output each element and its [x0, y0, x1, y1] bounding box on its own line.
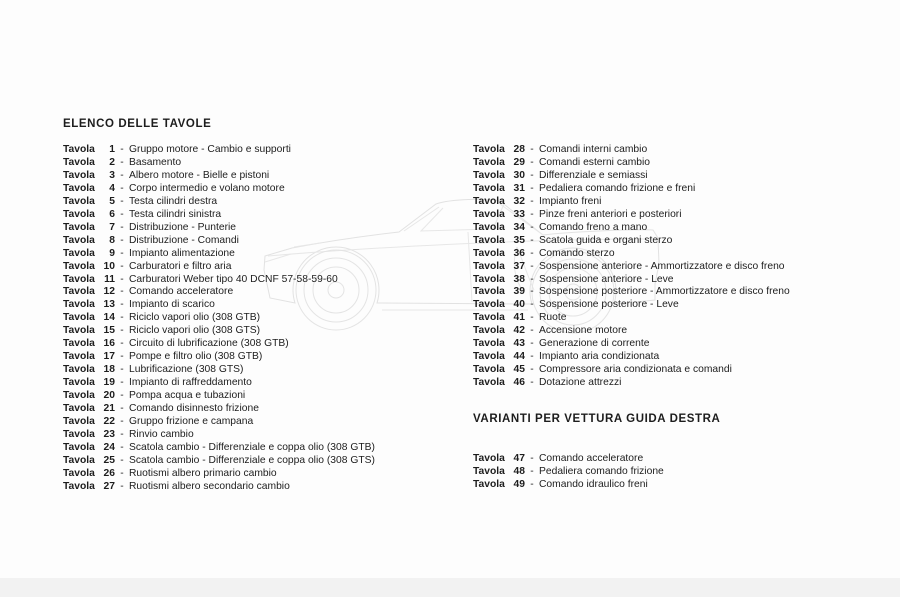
- tavola-number: 11: [104, 273, 115, 285]
- tavola-number: 24: [103, 441, 115, 453]
- tavola-number: 41: [513, 312, 525, 324]
- tavola-label: Tavola: [63, 156, 95, 168]
- tavola-label: Tavola: [63, 208, 95, 220]
- toc-row: [63, 442, 465, 455]
- toc-row: [63, 274, 465, 287]
- tavola-number: 16: [103, 338, 115, 350]
- tavola-label: Tavola: [473, 273, 505, 285]
- dash-separator: -: [530, 182, 534, 194]
- tavola-label: Tavola: [473, 234, 505, 246]
- tavola-number: 18: [103, 364, 115, 376]
- tavola-number: 30: [513, 169, 525, 181]
- scan-edge-shadow: [0, 578, 900, 597]
- toc-row: [63, 183, 465, 196]
- tavola-description: Compressore aria condizionata e comandi: [539, 364, 732, 376]
- tavola-description: Pedaliera comando frizione e freni: [539, 182, 696, 194]
- tavola-number: 38: [513, 273, 525, 285]
- tavola-description: Comando acceleratore: [129, 286, 234, 298]
- toc-row: [473, 196, 898, 209]
- tavola-description: Impianto di scarico: [129, 299, 215, 311]
- tavola-label: Tavola: [473, 156, 505, 168]
- tavola-number: 19: [103, 377, 115, 389]
- tavola-number: 1: [109, 144, 115, 155]
- tavola-description: Rinvio cambio: [129, 428, 194, 440]
- dash-separator: -: [120, 454, 124, 466]
- dash-separator: -: [530, 351, 534, 363]
- toc-column-variants: [473, 453, 898, 492]
- tavola-description: Ruote: [539, 312, 567, 324]
- dash-separator: -: [120, 182, 124, 194]
- tavola-label: Tavola: [63, 325, 95, 337]
- dash-separator: -: [120, 351, 124, 363]
- tavola-number: 47: [513, 453, 525, 464]
- tavola-label: Tavola: [63, 454, 95, 466]
- dash-separator: -: [530, 338, 534, 350]
- tavola-label: Tavola: [63, 467, 95, 479]
- tavola-label: Tavola: [473, 182, 505, 194]
- dash-separator: -: [530, 208, 534, 220]
- tavola-number: 33: [513, 208, 525, 220]
- dash-separator: -: [530, 247, 534, 259]
- dash-separator: -: [530, 156, 534, 168]
- toc-row: [473, 183, 898, 196]
- tavola-number: 17: [103, 351, 115, 363]
- toc-row: [473, 235, 898, 248]
- tavola-number: 23: [103, 428, 115, 440]
- dash-separator: -: [120, 144, 124, 155]
- dash-separator: -: [530, 234, 534, 246]
- tavola-label: Tavola: [473, 325, 505, 337]
- tavola-label: Tavola: [63, 441, 95, 453]
- tavola-number: 39: [513, 286, 525, 298]
- tavola-description: Corpo intermedio e volano motore: [129, 182, 285, 194]
- tavola-description: Pinze freni anteriori e posteriori: [539, 208, 682, 220]
- toc-row: [473, 364, 898, 377]
- tavola-description: Comando idraulico freni: [539, 478, 648, 490]
- dash-separator: -: [530, 364, 534, 376]
- toc-row: [473, 286, 898, 299]
- tavola-label: Tavola: [63, 351, 95, 363]
- tavola-number: 8: [109, 234, 115, 246]
- dash-separator: -: [530, 144, 534, 155]
- page-title: ELENCO DELLE TAVOLE: [63, 118, 212, 130]
- tavola-number: 25: [103, 454, 115, 466]
- tavola-description: Generazione di corrente: [539, 338, 650, 350]
- toc-row: [473, 338, 898, 351]
- dash-separator: -: [120, 195, 124, 207]
- dash-separator: -: [120, 273, 124, 285]
- dash-separator: -: [530, 260, 534, 272]
- tavola-description: Comandi interni cambio: [539, 144, 648, 155]
- tavola-label: Tavola: [473, 247, 505, 259]
- toc-row: [63, 403, 465, 416]
- tavola-description: Testa cilindri destra: [129, 195, 218, 207]
- tavola-number: 35: [513, 234, 525, 246]
- tavola-description: Accensione motore: [539, 325, 628, 337]
- tavola-description: Differenziale e semiassi: [539, 169, 648, 181]
- tavola-number: 48: [513, 465, 525, 477]
- tavola-label: Tavola: [63, 169, 95, 181]
- dash-separator: -: [120, 325, 124, 337]
- tavola-label: Tavola: [473, 221, 505, 233]
- tavola-number: 12: [103, 286, 115, 298]
- tavola-description: Comando sterzo: [539, 247, 615, 259]
- toc-row: [63, 351, 465, 364]
- tavola-number: 29: [513, 156, 525, 168]
- toc-row: [473, 248, 898, 261]
- tavola-label: Tavola: [473, 453, 505, 464]
- toc-row: [63, 144, 465, 157]
- tavola-number: 45: [513, 364, 525, 376]
- toc-row: [63, 299, 465, 312]
- toc-row: [473, 261, 898, 274]
- tavola-description: Ruotismi albero secondario cambio: [129, 480, 290, 492]
- tavola-number: 42: [513, 325, 525, 337]
- tavola-label: Tavola: [473, 286, 505, 298]
- tavola-label: Tavola: [63, 286, 95, 298]
- tavola-description: Riciclo vapori olio (308 GTS): [129, 325, 261, 337]
- dash-separator: -: [530, 286, 534, 298]
- tavola-description: Gruppo motore - Cambio e supporti: [129, 144, 291, 155]
- dash-separator: -: [120, 480, 124, 492]
- toc-row: [473, 157, 898, 170]
- dash-separator: -: [530, 312, 534, 324]
- tavola-description: Pompa acqua e tubazioni: [129, 390, 246, 402]
- tavola-description: Dotazione attrezzi: [539, 377, 622, 389]
- tavola-description: Carburatori e filtro aria: [129, 260, 232, 272]
- toc-row: [63, 455, 465, 468]
- tavola-label: Tavola: [63, 364, 95, 376]
- dash-separator: -: [530, 273, 534, 285]
- tavola-number: 4: [109, 182, 115, 194]
- toc-row: [473, 466, 898, 479]
- toc-row: [63, 325, 465, 338]
- dash-separator: -: [530, 299, 534, 311]
- tavola-label: Tavola: [63, 480, 95, 492]
- toc-row: [473, 325, 898, 338]
- tavola-description: Circuito di lubrificazione (308 GTB): [129, 338, 289, 350]
- toc-row: [473, 209, 898, 222]
- tavola-description: Sospensione posteriore - Ammortizzatore e disco freno: [539, 286, 790, 298]
- tavola-label: Tavola: [473, 208, 505, 220]
- tavola-description: Sospensione posteriore - Leve: [539, 299, 679, 311]
- toc-row: [473, 312, 898, 325]
- dash-separator: -: [120, 390, 124, 402]
- tavola-number: 22: [103, 416, 115, 428]
- dash-separator: -: [530, 221, 534, 233]
- dash-separator: -: [120, 467, 124, 479]
- tavola-label: Tavola: [473, 465, 505, 477]
- tavola-description: Impianto aria condizionata: [539, 351, 660, 363]
- tavola-label: Tavola: [473, 338, 505, 350]
- tavola-description: Pedaliera comando frizione: [539, 465, 664, 477]
- tavola-label: Tavola: [473, 312, 505, 324]
- toc-row: [63, 338, 465, 351]
- tavola-number: 10: [103, 260, 115, 272]
- toc-row: [63, 312, 465, 325]
- tavola-description: Impianto di raffreddamento: [129, 377, 252, 389]
- tavola-label: Tavola: [63, 338, 95, 350]
- toc-row: [473, 299, 898, 312]
- tavola-number: 28: [513, 144, 525, 155]
- tavola-number: 2: [109, 156, 115, 168]
- tavola-number: 20: [103, 390, 115, 402]
- tavola-label: Tavola: [473, 169, 505, 181]
- toc-row: [63, 196, 465, 209]
- toc-row: [473, 274, 898, 287]
- toc-row: [63, 429, 465, 442]
- tavola-number: 43: [513, 338, 525, 350]
- dash-separator: -: [530, 377, 534, 389]
- tavola-label: Tavola: [63, 234, 95, 246]
- tavola-description: Distribuzione - Comandi: [129, 234, 239, 246]
- tavola-label: Tavola: [63, 273, 95, 285]
- dash-separator: -: [120, 247, 124, 259]
- dash-separator: -: [530, 453, 534, 464]
- dash-separator: -: [530, 195, 534, 207]
- toc-row: [63, 157, 465, 170]
- tavola-number: 15: [103, 325, 115, 337]
- tavola-number: 5: [109, 195, 115, 207]
- tavola-number: 34: [513, 221, 525, 233]
- tavola-description: Basamento: [129, 156, 182, 168]
- dash-separator: -: [120, 338, 124, 350]
- tavola-label: Tavola: [473, 351, 505, 363]
- tavola-number: 27: [103, 480, 115, 492]
- tavola-label: Tavola: [473, 195, 505, 207]
- tavola-number: 32: [513, 195, 525, 207]
- tavola-number: 46: [513, 377, 525, 389]
- tavola-label: Tavola: [473, 144, 505, 155]
- dash-separator: -: [120, 416, 124, 428]
- tavola-label: Tavola: [63, 428, 95, 440]
- tavola-label: Tavola: [63, 144, 95, 155]
- dash-separator: -: [120, 286, 124, 298]
- dash-separator: -: [120, 377, 124, 389]
- tavola-description: Sospensione anteriore - Ammortizzatore e disco freno: [539, 260, 785, 272]
- dash-separator: -: [530, 325, 534, 337]
- toc-row: [473, 351, 898, 364]
- toc-row: [473, 453, 898, 466]
- toc-row: [63, 261, 465, 274]
- tavola-description: Scatola cambio - Differenziale e coppa olio (308 GTB): [129, 441, 375, 453]
- toc-row: [63, 170, 465, 183]
- toc-row: [63, 364, 465, 377]
- toc-row: [63, 286, 465, 299]
- dash-separator: -: [120, 441, 124, 453]
- tavola-label: Tavola: [63, 260, 95, 272]
- dash-separator: -: [530, 465, 534, 477]
- toc-row: [63, 468, 465, 481]
- toc-column-right: [473, 144, 898, 390]
- tavola-description: Scatola cambio - Differenziale e coppa olio (308 GTS): [129, 454, 375, 466]
- tavola-label: Tavola: [63, 299, 95, 311]
- tavola-label: Tavola: [63, 195, 95, 207]
- tavola-label: Tavola: [63, 182, 95, 194]
- tavola-description: Testa cilindri sinistra: [129, 208, 222, 220]
- tavola-label: Tavola: [63, 377, 95, 389]
- tavola-label: Tavola: [63, 247, 95, 259]
- toc-row: [63, 209, 465, 222]
- tavola-label: Tavola: [473, 377, 505, 389]
- toc-row: [473, 222, 898, 235]
- dash-separator: -: [120, 260, 124, 272]
- toc-row: [63, 416, 465, 429]
- tavola-number: 37: [513, 260, 525, 272]
- tavola-description: Lubrificazione (308 GTS): [129, 364, 244, 376]
- tavola-number: 31: [513, 182, 525, 194]
- toc-row: [63, 235, 465, 248]
- toc-row: [473, 170, 898, 183]
- tavola-description: Sospensione anteriore - Leve: [539, 273, 674, 285]
- tavola-description: Comando freno a mano: [539, 221, 648, 233]
- tavola-label: Tavola: [473, 478, 505, 490]
- tavola-label: Tavola: [63, 312, 95, 324]
- tavola-description: Scatola guida e organi sterzo: [539, 234, 673, 246]
- tavola-number: 49: [513, 478, 525, 490]
- toc-row: [63, 248, 465, 261]
- toc-row: [473, 377, 898, 390]
- dash-separator: -: [120, 403, 124, 415]
- tavola-description: Carburatori Weber tipo 40 DCNF 57-58-59-60: [129, 273, 338, 285]
- toc-row: [473, 144, 898, 157]
- tavola-label: Tavola: [63, 390, 95, 402]
- tavola-number: 9: [109, 247, 115, 259]
- dash-separator: -: [120, 156, 124, 168]
- tavola-number: 36: [513, 247, 525, 259]
- dash-separator: -: [120, 364, 124, 376]
- tavola-description: Ruotismi albero primario cambio: [129, 467, 277, 479]
- tavola-label: Tavola: [473, 299, 505, 311]
- tavola-description: Distribuzione - Punterie: [129, 221, 237, 233]
- dash-separator: -: [530, 169, 534, 181]
- tavola-number: 6: [109, 208, 115, 220]
- dash-separator: -: [530, 478, 534, 490]
- tavola-description: Comandi esterni cambio: [539, 156, 651, 168]
- tavola-number: 44: [513, 351, 525, 363]
- toc-row: [63, 481, 465, 494]
- tavola-label: Tavola: [473, 364, 505, 376]
- tavola-label: Tavola: [473, 260, 505, 272]
- tavola-number: 26: [103, 467, 115, 479]
- tavola-number: 13: [103, 299, 115, 311]
- dash-separator: -: [120, 234, 124, 246]
- dash-separator: -: [120, 312, 124, 324]
- tavola-label: Tavola: [63, 416, 95, 428]
- tavola-description: Gruppo frizione e campana: [129, 416, 254, 428]
- tavola-label: Tavola: [63, 403, 95, 415]
- dash-separator: -: [120, 208, 124, 220]
- tavola-number: 21: [103, 403, 115, 415]
- tavola-number: 7: [109, 221, 115, 233]
- variants-section-title: VARIANTI PER VETTURA GUIDA DESTRA: [473, 413, 721, 425]
- toc-row: [63, 377, 465, 390]
- dash-separator: -: [120, 299, 124, 311]
- toc-row: [63, 390, 465, 403]
- tavola-number: 14: [103, 312, 115, 324]
- toc-row: [63, 222, 465, 235]
- dash-separator: -: [120, 221, 124, 233]
- dash-separator: -: [120, 169, 124, 181]
- toc-column-left: [63, 144, 465, 494]
- dash-separator: -: [120, 428, 124, 440]
- toc-row: [473, 479, 898, 492]
- tavola-label: Tavola: [63, 221, 95, 233]
- tavola-number: 40: [513, 299, 525, 311]
- tavola-description: Pompe e filtro olio (308 GTB): [129, 351, 263, 363]
- tavola-number: 3: [109, 169, 115, 181]
- tavola-description: Comando disinnesto frizione: [129, 403, 259, 415]
- tavola-description: Riciclo vapori olio (308 GTB): [129, 312, 261, 324]
- tavola-description: Albero motore - Bielle e pistoni: [129, 169, 270, 181]
- tavola-description: Impianto freni: [539, 195, 602, 207]
- tavola-description: Comando acceleratore: [539, 453, 644, 464]
- tavola-description: Impianto alimentazione: [129, 247, 235, 259]
